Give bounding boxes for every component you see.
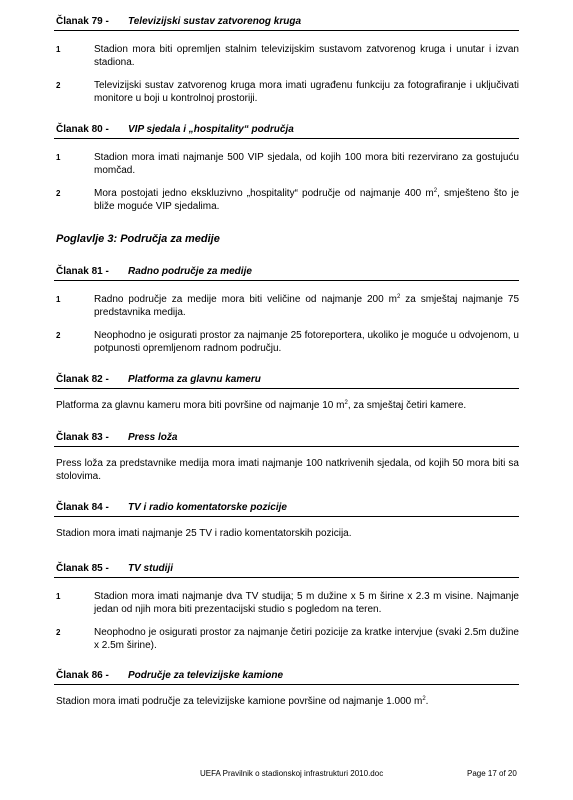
text-run: za smještaj najmanje 75 predstavnika medija. bbox=[94, 294, 520, 318]
paragraph-text bbox=[54, 695, 519, 708]
article-title: TV studiji bbox=[128, 563, 173, 574]
paragraph bbox=[54, 329, 519, 355]
paragraph-text bbox=[94, 293, 519, 319]
article-header bbox=[54, 430, 519, 447]
text-run: Platforma za glavnu kameru mora biti površine od najmanje 10 m bbox=[56, 400, 345, 411]
article-header bbox=[54, 561, 519, 578]
article-number: Članak 80 - bbox=[56, 124, 109, 135]
paragraph-number: 1 bbox=[56, 592, 61, 601]
paragraph bbox=[54, 187, 519, 213]
article-header bbox=[54, 122, 519, 139]
article-number: Članak 83 - bbox=[56, 432, 109, 443]
article-79 bbox=[54, 14, 519, 105]
article-header bbox=[54, 14, 519, 31]
paragraph bbox=[54, 43, 519, 69]
text-run: Mora postojati jedno ekskluzivno „hospitality“ područje od najmanje 400 m bbox=[94, 188, 434, 199]
article-title: Press loža bbox=[128, 432, 178, 443]
article-number: Članak 84 - bbox=[56, 502, 109, 513]
paragraph-number: 1 bbox=[56, 295, 61, 304]
paragraph-number: 2 bbox=[56, 81, 61, 90]
article-number: Članak 79 - bbox=[56, 16, 109, 27]
paragraph-text: Stadion mora biti opremljen stalnim televizijskim sustavom zatvorenog kruga i unutar i izvan stadiona. bbox=[94, 44, 519, 68]
paragraph-text: Neophodno je osigurati prostor za najmanje 25 fotoreportera, ukoliko je moguće u odvojenom, u potpunosti opremljenom radnom području. bbox=[94, 330, 519, 354]
paragraph bbox=[54, 79, 519, 105]
paragraph-text: Stadion mora imati najmanje dva TV studija; 5 m dužine x 5 m širine x 2.3 m visine. Najmanje jedan od njih mora biti prezentacijski studio s pogledom na teren. bbox=[94, 591, 519, 615]
article-title: Radno područje za medije bbox=[128, 266, 252, 277]
article-number: Članak 81 - bbox=[56, 266, 109, 277]
article-82 bbox=[54, 372, 519, 412]
article-83 bbox=[54, 430, 519, 483]
article-header bbox=[54, 372, 519, 389]
text-run: . bbox=[425, 696, 429, 707]
paragraph-text bbox=[54, 399, 519, 412]
paragraph bbox=[54, 590, 519, 616]
paragraph-number: 2 bbox=[56, 331, 61, 340]
article-title: Televizijski sustav zatvorenog kruga bbox=[128, 16, 302, 27]
paragraph-text bbox=[94, 187, 519, 213]
article-title: TV i radio komentatorske pozicije bbox=[128, 502, 287, 513]
article-title: Platforma za glavnu kameru bbox=[128, 374, 261, 385]
paragraph-text: Televizijski sustav zatvorenog kruga mora imati ugrađenu funkciju za fotografiranje i uključivati monitore u boji u kontrolnoj prostoriji. bbox=[94, 80, 519, 104]
text-run: Stadion mora imati područje za televizijske kamione površine od najmanje 1.000 m bbox=[56, 696, 423, 707]
paragraph-number: 1 bbox=[56, 45, 61, 54]
article-81 bbox=[54, 264, 519, 355]
paragraph-number: 2 bbox=[56, 189, 61, 198]
paragraph-text: Press loža za predstavnike medija mora imati najmanje 100 natkrivenih sjedala, od kojih 50 mora biti sa stolovima. bbox=[56, 458, 519, 482]
superscript: 2 bbox=[396, 294, 401, 300]
article-number: Članak 85 - bbox=[56, 563, 109, 574]
article-number: Članak 86 - bbox=[56, 670, 109, 681]
superscript: 2 bbox=[422, 696, 426, 702]
article-header bbox=[54, 668, 519, 685]
article-80 bbox=[54, 122, 519, 213]
footer-page-number: Page 17 of 20 bbox=[467, 769, 517, 778]
paragraph-number: 2 bbox=[56, 628, 61, 637]
text-run: Radno područje za medije mora biti veličine od najmanje 200 m bbox=[94, 294, 397, 305]
paragraph-text: Stadion mora imati najmanje 25 TV i radio komentatorskih pozicija. bbox=[56, 528, 352, 539]
article-86 bbox=[54, 668, 519, 708]
paragraph-text: Stadion mora imati najmanje 500 VIP sjedala, od kojih 100 mora biti rezervirano za gostujuću momčad. bbox=[94, 152, 519, 176]
superscript: 2 bbox=[344, 400, 348, 406]
footer-document-name: UEFA Pravilnik o stadionskoj infrastrukturi 2010.doc bbox=[200, 769, 384, 778]
paragraph bbox=[54, 626, 519, 652]
chapter-heading: Poglavlje 3: Područja za medije bbox=[56, 233, 220, 245]
superscript: 2 bbox=[433, 188, 438, 194]
paragraph bbox=[54, 293, 519, 319]
paragraph bbox=[54, 151, 519, 177]
paragraph-text: Neophodno je osigurati prostor za najmanje četiri pozicije za kratke intervjue (svaki 2.5m dužine x 2.5m širine). bbox=[94, 627, 519, 651]
article-number: Članak 82 - bbox=[56, 374, 109, 385]
article-85 bbox=[54, 561, 519, 652]
paragraph-number: 1 bbox=[56, 153, 61, 162]
article-84 bbox=[54, 500, 519, 540]
article-title: VIP sjedala i „hospitality“ područja bbox=[128, 124, 294, 135]
article-header bbox=[54, 264, 519, 281]
text-run: , smješteno što je bliže moguće VIP sjedalima. bbox=[94, 188, 520, 212]
article-header bbox=[54, 500, 519, 517]
article-title: Područje za televizijske kamione bbox=[128, 670, 284, 681]
text-run: , za smještaj četiri kamere. bbox=[347, 400, 467, 411]
